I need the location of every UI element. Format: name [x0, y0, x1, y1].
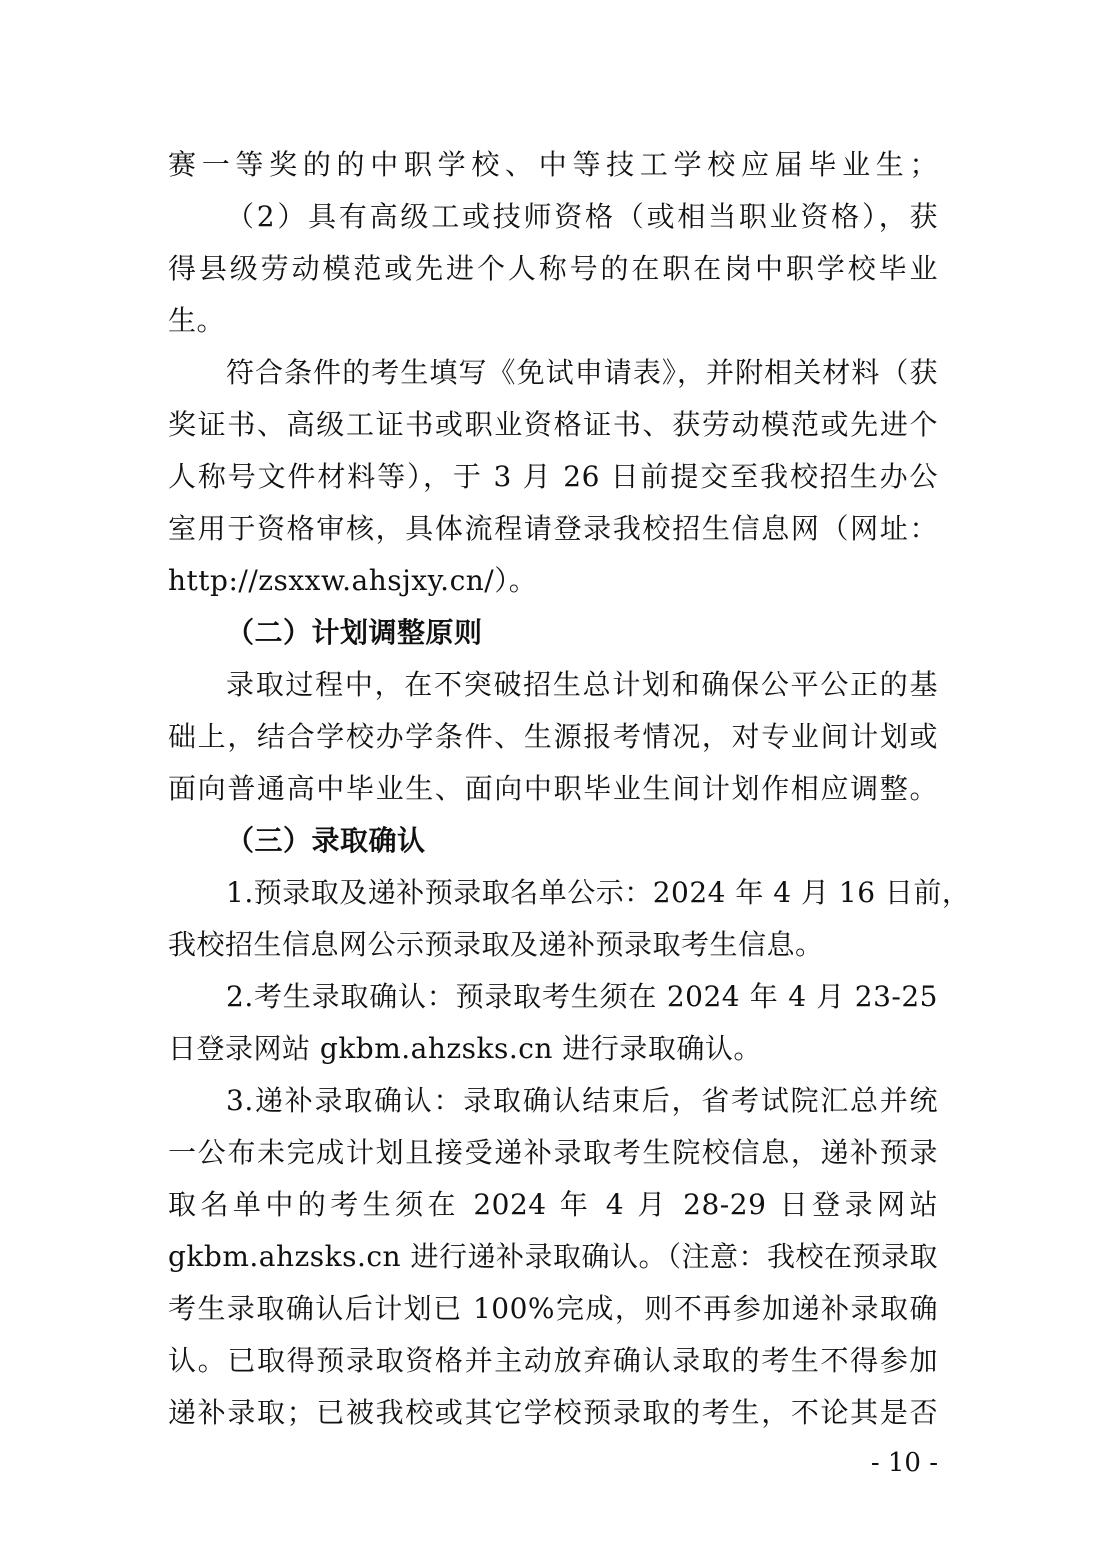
body-line-4: 生。: [168, 304, 226, 337]
body-line-11: 录取过程中，在不突破招生总计划和确保公平公正的基: [226, 668, 938, 701]
body-line-7: 人称号文件材料等），于 3 月 26 日前提交至我校招生办公: [168, 460, 938, 493]
body-line-24: 认。已取得预录取资格并主动放弃确认录取的考生不得参加: [168, 1344, 938, 1377]
body-line-12: 础上，结合学校办学条件、生源报考情况，对专业间计划或: [168, 720, 938, 753]
body-line-17: 2.考生录取确认：预录取考生须在 2024 年 4 月 23-25: [226, 980, 938, 1013]
body-line-25: 递补录取；已被我校或其它学校预录取的考生，不论其是否: [168, 1396, 938, 1429]
body-line-3: 得县级劳动模范或先进个人称号的在职在岗中职学校毕业: [168, 252, 938, 285]
body-line-6: 奖证书、高级工证书或职业资格证书、获劳动模范或先进个: [168, 408, 938, 441]
body-line-20: 一公布未完成计划且接受递补录取考生院校信息，递补预录: [168, 1136, 938, 1169]
page-number: - 10 -: [870, 1448, 938, 1478]
body-line-18: 日登录网站 gkbm.ahzsks.cn 进行录取确认。: [168, 1032, 762, 1065]
body-line-21: 取名单中的考生须在 2024 年 4 月 28-29 日登录网站: [168, 1188, 938, 1221]
section-heading-admission-confirmation: （三）录取确认: [226, 824, 426, 857]
body-line-22: gkbm.ahzsks.cn 进行递补录取确认。（注意：我校在预录取: [168, 1240, 938, 1273]
body-line-8: 室用于资格审核，具体流程请登录我校招生信息网（网址：: [168, 512, 938, 545]
section-heading-plan-adjustment: （二）计划调整原则: [226, 616, 483, 649]
body-line-2: （2）具有高级工或技师资格（或相当职业资格），获: [226, 200, 938, 233]
body-line-15: 1.预录取及递补预录取名单公示：2024 年 4 月 16 日前，: [226, 876, 971, 909]
body-line-13: 面向普通高中毕业生、面向中职毕业生间计划作相应调整。: [168, 772, 938, 805]
body-line-19: 3.递补录取确认：录取确认结束后，省考试院汇总并统: [226, 1084, 938, 1117]
website-url-line: http://zsxxw.ahsjxy.cn/）。: [168, 564, 538, 597]
body-line-16: 我校招生信息网公示预录取及递补预录取考生信息。: [168, 928, 824, 961]
body-line-1: 赛一等奖的的中职学校、中等技工学校应届毕业生；: [168, 148, 938, 181]
body-line-23: 考生录取确认后计划已 100%完成，则不再参加递补录取确: [168, 1292, 938, 1325]
body-line-5: 符合条件的考生填写《免试申请表》，并附相关材料（获: [226, 356, 938, 389]
